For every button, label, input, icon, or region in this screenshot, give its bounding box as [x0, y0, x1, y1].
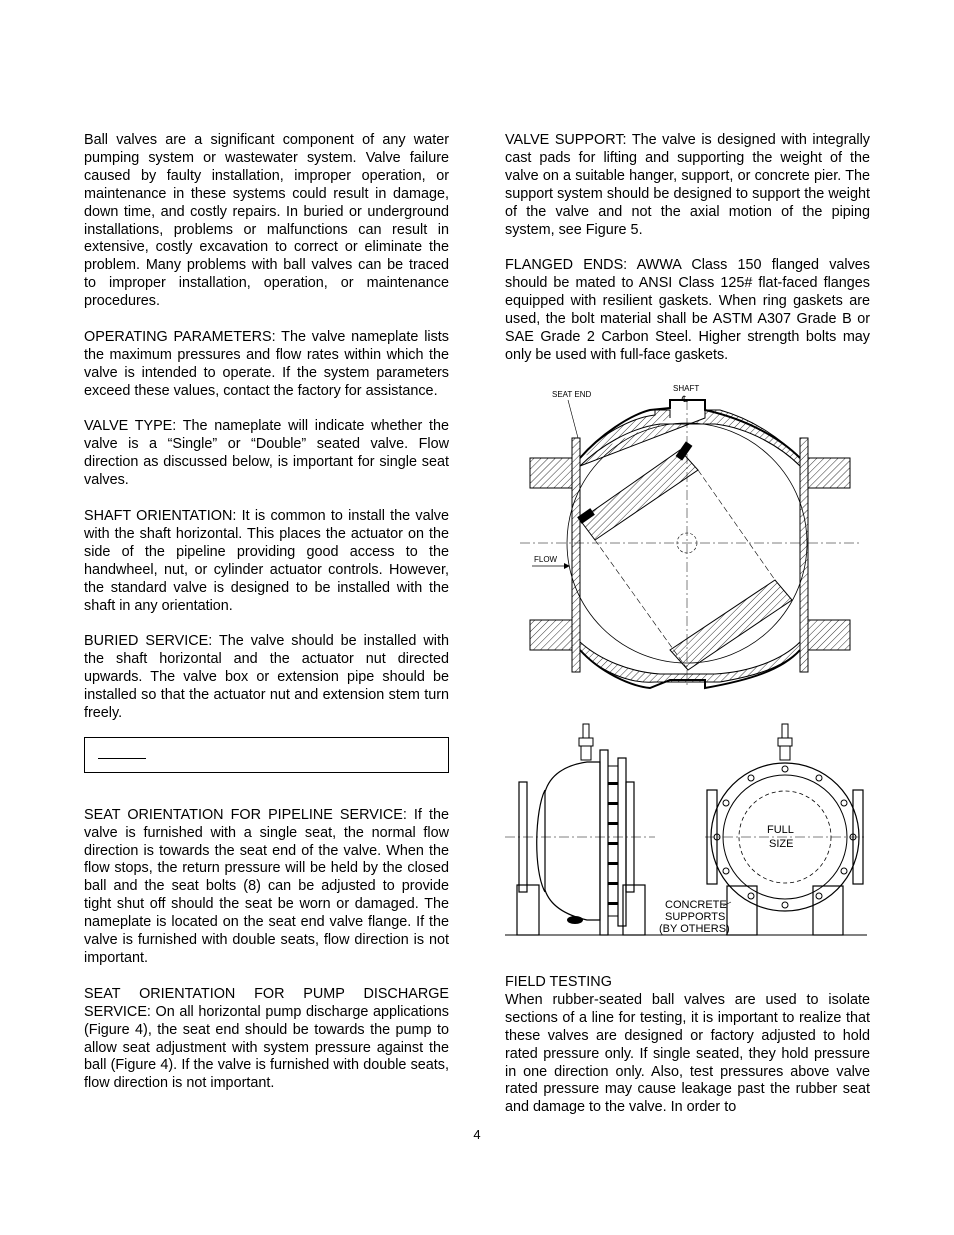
operating-parameters-paragraph: OPERATING PARAMETERS: The valve nameplate lists the maximum pressures and flow rates within which the valve is intended to operate. If the system parameters exceed these values, contact the factory for assistance.: [84, 328, 449, 399]
centerline-symbol: ℄: [682, 394, 688, 404]
shaft-orientation-paragraph: SHAFT ORIENTATION: It is common to install the valve with the shaft horizontal. This places the actuator on the side of the pipeline providing good access to the handwheel, nut, or cylinder actuator controls. However, the standard valve is designed to be installed with the shaft in any orientation.: [84, 507, 449, 614]
flanged-ends-paragraph: FLANGED ENDS: AWWA Class 150 flanged valves should be mated to ANSI Class 125# flat-faced flanges equipped with resilient gaskets. When ring gaskets are used, the bolt material shall be ASTM A307 Grade B or SAE Grade 2 Carbon Steel. Higher strength bolts may only be used with full-face gaskets.: [505, 257, 870, 363]
valve-type-paragraph: VALVE TYPE: The nameplate will indicate whether the valve is a “Single” or “Double” seated valve. Flow direction as discussed below, is important for single seat valves.: [84, 418, 449, 489]
valve-section-drawing: [520, 380, 860, 690]
shaft-label: SHAFT: [673, 384, 700, 393]
seat-orientation-pump-paragraph: SEAT ORIENTATION FOR PUMP DISCHARGE SERVICE: On all horizontal pump discharge applications (Figure 4), the seat end should be towards the pump to allow seat adjustment with system pressure against the ball (Figure 4). If the valve is furnished with double seats, flow direction is not important.: [84, 985, 449, 1092]
intro-paragraph: Ball valves are a significant component of any water pumping system or wastewater system. Valve failure caused by faulty installation, improper operation, or maintenance in these systems could result in damage, down time, and costly repairs. In buried or underground installations, problems or malfunctions can result in extensive, costly excavation to correct or eliminate the problem. Many problems with ball valves can be traced to improper installation, operation, or maintenance procedures.: [84, 132, 449, 310]
full-size-label-line2: SIZE: [769, 838, 794, 850]
field-testing-section: [505, 974, 870, 1135]
note-box: [84, 737, 449, 773]
valve-section-figure: [520, 380, 860, 690]
page-number: 4: [473, 1127, 481, 1142]
field-testing-heading: FIELD TESTING: [505, 974, 612, 990]
valve-support-figure: [505, 720, 867, 940]
full-size-label-line1: FULL: [767, 824, 794, 836]
flow-label: FLOW: [534, 555, 558, 564]
right-column: [505, 132, 870, 383]
concrete-supports-line3: (BY OTHERS): [659, 923, 730, 935]
concrete-supports-line2: SUPPORTS: [665, 911, 726, 923]
left-column: [84, 132, 449, 1111]
buried-service-paragraph: BURIED SERVICE: The valve should be installed with the shaft horizontal and the actuator nut directed upwards. The valve box or extension pipe should be installed so that the actuator nut and extension stem turn freely.: [84, 633, 449, 721]
seat-orientation-pipeline-paragraph: SEAT ORIENTATION FOR PIPELINE SERVICE: If the valve is furnished with a single seat, the normal flow direction is towards the seat end of the valve. When the flow stops, the return pressure will be held by the closed ball and the seat bolts (8) can be adjusted to provide tight shut off should the seat be worn or damaged. The nameplate is located on the seat end valve flange. If the valve is furnished with double seats, flow direction is not important.: [84, 806, 449, 966]
seat-end-label: SEAT END: [552, 390, 592, 399]
field-testing-paragraph: When rubber-seated ball valves are used to isolate sections of a line for testing, it is important to realize that these valves are designed or factory adjusted to hold rated pressure only. If single seated, they hold pressure in one direction only. Also, test pressures above valve rated pressure may cause leakage past the rubber seat and damage to the valve. In order to: [505, 991, 870, 1116]
valve-support-drawing: [505, 720, 867, 940]
valve-support-paragraph: VALVE SUPPORT: The valve is designed with integrally cast pads for lifting and supporting the weight of the valve on a suitable hanger, support, or concrete pier. The support system should be designed to support the weight of the valve and not the axial motion of the piping system, see Figure 5.: [505, 132, 870, 238]
concrete-supports-line1: CONCRETE: [665, 899, 727, 911]
note-underline: [98, 758, 146, 759]
